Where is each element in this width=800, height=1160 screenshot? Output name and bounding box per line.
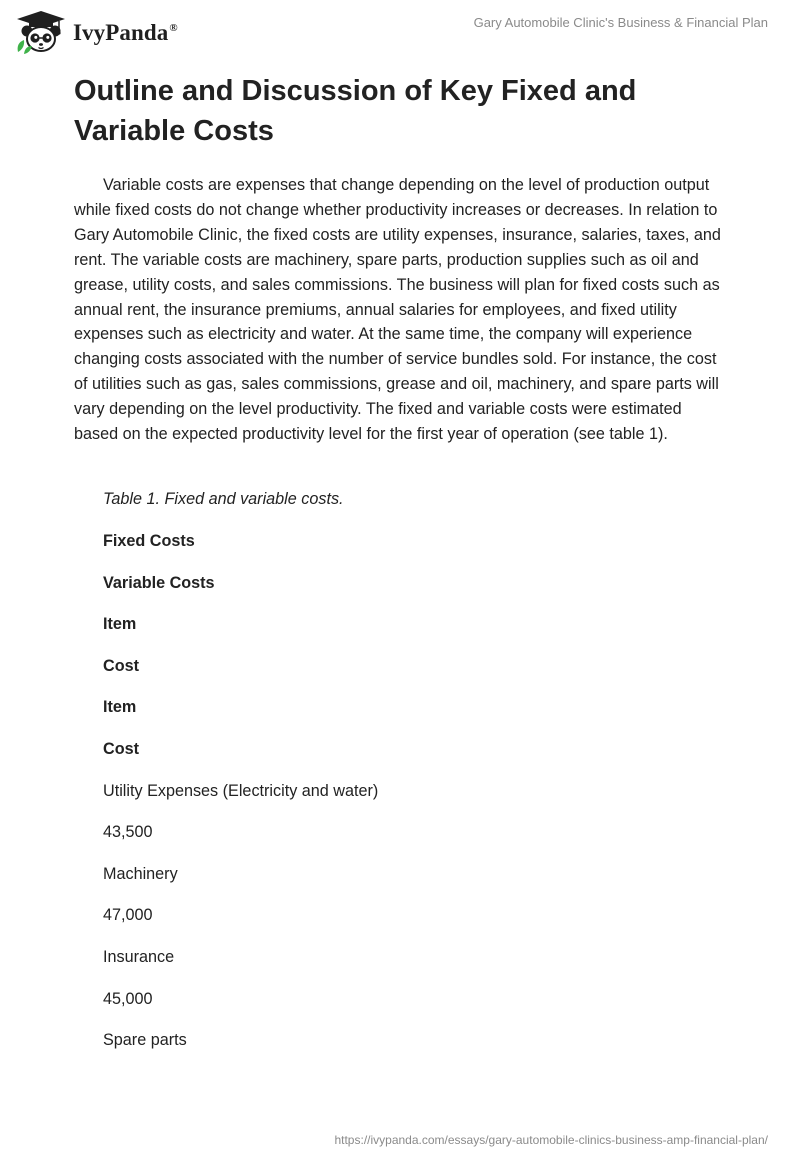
- body-paragraph: Variable costs are expenses that change depending on the level of production output while fixed costs do not change whether productivity increases or decreases. In relation to Gary Automobile Clinic, the fixed costs are utility expenses, insurance, salaries, taxes, and rent. The variable costs are machinery, spare parts, production supplies such as oil and grease, utility costs, and sales commissions. The business will plan for fixed costs such as annual rent, the insurance premiums, annual salaries for employees, and fixed utility expenses such as electricity and water. At the same time, the company will experience changing costs associated with the number of service bundles sold. For instance, the cost of utilities such as gas, sales commissions, grease and oil, machinery, and spare parts will vary depending on the level productivity. The fixed and variable costs were estimated based on the expected productivity level for the first year of operation (see table 1).: [74, 176, 721, 444]
- brand-name: IvyPanda®: [73, 20, 178, 45]
- cost-table: [103, 531, 378, 1072]
- ivypanda-logo[interactable]: [13, 8, 178, 56]
- table-caption: Table 1. Fixed and variable costs.: [103, 490, 344, 508]
- table-header-item: Item: [103, 615, 137, 634]
- table-cell: Machinery: [103, 864, 178, 883]
- table-header-item: Item: [103, 698, 137, 717]
- table-cell: Spare parts: [103, 1031, 187, 1050]
- table-header-fixed-costs: Fixed Costs: [103, 532, 195, 550]
- section-heading: Outline and Discussion of Key Fixed and Variable Costs: [74, 75, 637, 147]
- table-header-variable-costs: Variable Costs: [103, 573, 215, 592]
- table-cell: Utility Expenses (Electricity and water): [103, 781, 379, 800]
- table-cell: 47,000: [103, 906, 153, 925]
- table-cell: 45,000: [103, 989, 153, 1008]
- table-header-cost: Cost: [103, 656, 139, 675]
- source-url-link[interactable]: https://ivypanda.com/essays/gary-automobile-clinics-business-amp-financial-plan/: [334, 1133, 768, 1147]
- document-title: Gary Automobile Clinic's Business & Financial Plan: [473, 15, 768, 30]
- table-cell: Insurance: [103, 947, 175, 966]
- registered-mark: ®: [169, 22, 178, 35]
- panda-graduate-logo-icon: [13, 8, 69, 56]
- table-cell: 43,500: [103, 823, 153, 842]
- table-header-cost: Cost: [103, 739, 139, 758]
